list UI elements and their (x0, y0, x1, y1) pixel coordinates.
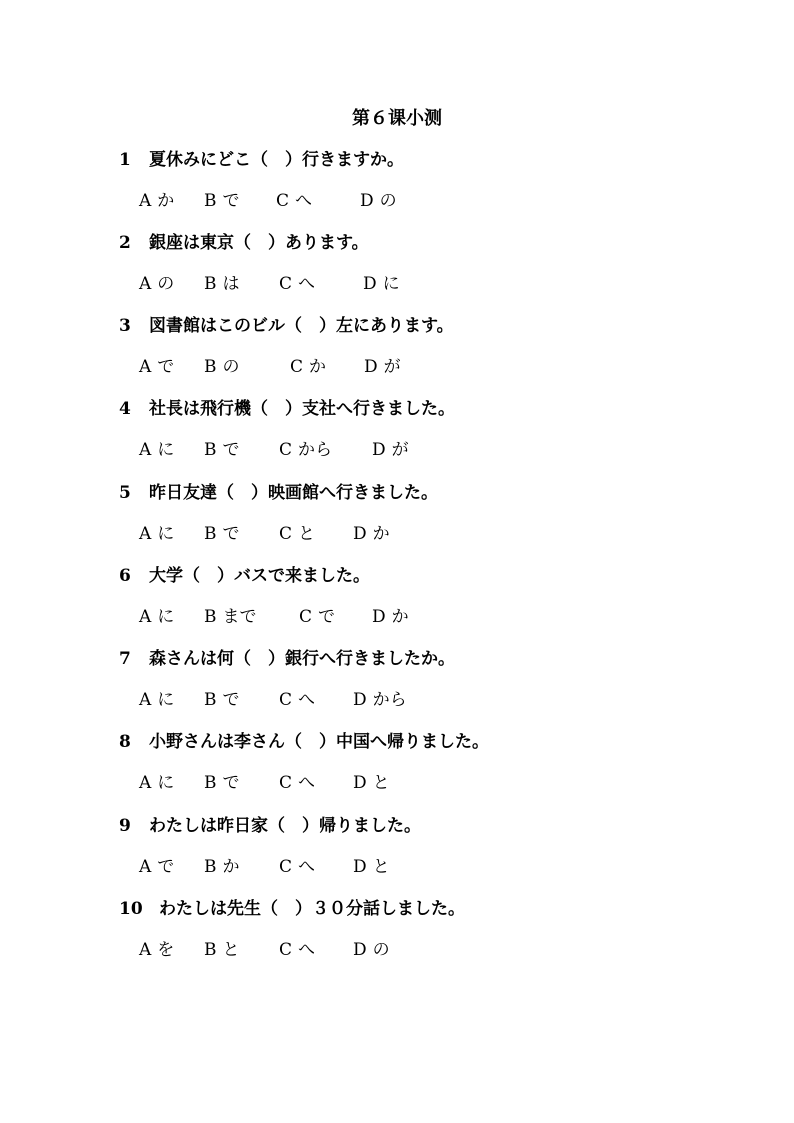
question-line (119, 646, 455, 672)
option-value: で (222, 440, 240, 460)
question-number: 5 (119, 483, 131, 503)
question-2 (0, 230, 794, 320)
option-letter: C (279, 940, 293, 960)
option-value: へ (298, 773, 316, 793)
option-value: の (372, 940, 390, 960)
option-d (353, 521, 390, 547)
option-letter: D (353, 690, 367, 710)
option-value: で (222, 690, 240, 710)
option-letter: A (139, 690, 152, 710)
question-text: 昨日友達（ ）映画館へ行きました。 (149, 483, 438, 503)
option-letter: D (363, 274, 377, 294)
option-letter: D (353, 940, 367, 960)
question-4 (0, 396, 794, 486)
option-letter: D (353, 524, 367, 544)
option-letter: C (290, 357, 304, 377)
option-value: へ (295, 191, 313, 211)
option-a (139, 354, 174, 380)
option-letter: D (353, 773, 367, 793)
options-row (139, 770, 499, 796)
option-value: に (382, 274, 400, 294)
option-a (139, 854, 174, 880)
option-c (276, 188, 312, 214)
option-c (279, 271, 315, 297)
question-line (119, 563, 370, 589)
option-value: で (157, 357, 175, 377)
option-value: か (222, 857, 240, 877)
question-line (119, 813, 421, 839)
option-c (299, 604, 335, 630)
question-10 (0, 896, 794, 986)
option-b (204, 604, 257, 630)
question-number: 6 (119, 566, 131, 586)
option-c (279, 521, 315, 547)
question-text: 図書館はこのビル（ ）左にあります。 (149, 316, 454, 336)
option-d (372, 604, 409, 630)
option-value: が (391, 440, 409, 460)
options-row (139, 521, 499, 547)
option-d (353, 937, 390, 963)
option-value: で (222, 773, 240, 793)
option-letter: A (139, 191, 152, 211)
option-value: か (391, 607, 409, 627)
option-d (353, 854, 390, 880)
question-text: わたしは先生（ ）３０分話しました。 (159, 899, 465, 919)
option-value: か (157, 191, 175, 211)
question-1 (0, 147, 794, 237)
question-text: 銀座は東京（ ）あります。 (149, 233, 369, 253)
question-number: 8 (119, 732, 131, 752)
question-number: 7 (119, 649, 131, 669)
question-text: 大学（ ）バスで来ました。 (149, 566, 370, 586)
option-c (279, 437, 332, 463)
option-letter: B (204, 357, 217, 377)
option-b (204, 437, 240, 463)
question-5 (0, 480, 794, 570)
option-letter: A (139, 274, 152, 294)
option-letter: C (279, 524, 293, 544)
question-number: 4 (119, 399, 131, 419)
question-text: 夏休みにどこ（ ）行きますか。 (149, 150, 404, 170)
option-a (139, 437, 174, 463)
option-value: へ (298, 857, 316, 877)
question-line (119, 729, 489, 755)
options-row (139, 188, 499, 214)
options-row (139, 687, 499, 713)
question-number: 2 (119, 233, 131, 253)
options-row (139, 437, 499, 463)
option-letter: C (279, 773, 293, 793)
option-d (353, 770, 390, 796)
option-letter: B (204, 857, 217, 877)
option-value: か (372, 524, 390, 544)
option-b (204, 521, 240, 547)
option-value: に (157, 773, 175, 793)
option-letter: B (204, 607, 217, 627)
option-value: まで (222, 607, 257, 627)
question-line (119, 230, 369, 256)
option-letter: C (279, 690, 293, 710)
option-a (139, 188, 174, 214)
option-b (204, 937, 240, 963)
option-c (279, 854, 315, 880)
option-letter: A (139, 524, 152, 544)
question-number: 10 (119, 899, 143, 919)
option-value: から (298, 440, 333, 460)
option-letter: D (364, 357, 378, 377)
option-letter: B (204, 773, 217, 793)
question-text: 小野さんは李さん（ ）中国へ帰りました。 (149, 732, 489, 752)
option-letter: C (279, 274, 293, 294)
option-b (204, 271, 240, 297)
option-letter: C (279, 857, 293, 877)
option-value: へ (298, 940, 316, 960)
option-letter: B (204, 191, 217, 211)
question-line (119, 313, 454, 339)
option-letter: B (204, 690, 217, 710)
question-line (119, 147, 404, 173)
option-value: と (372, 773, 390, 793)
option-letter: A (139, 357, 152, 377)
option-b (204, 354, 240, 380)
question-8 (0, 729, 794, 819)
option-value: へ (298, 690, 316, 710)
option-value: の (379, 191, 397, 211)
question-7 (0, 646, 794, 736)
option-value: で (222, 524, 240, 544)
option-letter: B (204, 524, 217, 544)
question-text: わたしは昨日家（ ）帰りました。 (149, 816, 421, 836)
option-a (139, 271, 174, 297)
option-a (139, 604, 174, 630)
option-letter: C (279, 440, 293, 460)
option-a (139, 770, 174, 796)
option-value: の (157, 274, 175, 294)
option-d (372, 437, 409, 463)
question-line (119, 396, 455, 422)
option-letter: D (360, 191, 374, 211)
option-d (363, 271, 400, 297)
question-number: 9 (119, 816, 131, 836)
options-row (139, 271, 499, 297)
question-6 (0, 563, 794, 653)
options-row (139, 354, 499, 380)
option-letter: A (139, 857, 152, 877)
option-value: に (157, 607, 175, 627)
option-d (353, 687, 407, 713)
option-letter: D (372, 607, 386, 627)
option-value: で (318, 607, 336, 627)
option-value: で (222, 191, 240, 211)
option-letter: C (299, 607, 313, 627)
option-a (139, 937, 174, 963)
option-b (204, 188, 240, 214)
option-letter: D (372, 440, 386, 460)
option-value: を (157, 940, 175, 960)
option-c (279, 937, 315, 963)
page-title: 第６课小测 (352, 108, 442, 129)
option-value: で (157, 857, 175, 877)
question-3 (0, 313, 794, 403)
option-letter: A (139, 940, 152, 960)
option-a (139, 687, 174, 713)
option-value: から (372, 690, 407, 710)
option-letter: B (204, 440, 217, 460)
option-b (204, 687, 240, 713)
option-letter: A (139, 607, 152, 627)
question-text: 森さんは何（ ）銀行へ行きましたか。 (149, 649, 455, 669)
option-d (360, 188, 397, 214)
option-letter: D (353, 857, 367, 877)
option-value: は (222, 274, 240, 294)
option-d (364, 354, 401, 380)
option-letter: A (139, 440, 152, 460)
option-value: が (383, 357, 401, 377)
option-value: と (372, 857, 390, 877)
option-letter: A (139, 773, 152, 793)
option-b (204, 854, 240, 880)
option-value: へ (298, 274, 316, 294)
question-text: 社長は飛行機（ ）支社へ行きました。 (149, 399, 455, 419)
question-line (119, 896, 465, 922)
question-9 (0, 813, 794, 903)
option-value: と (298, 524, 316, 544)
option-a (139, 521, 174, 547)
question-number: 3 (119, 316, 131, 336)
option-value: の (222, 357, 240, 377)
question-line (119, 480, 438, 506)
option-value: に (157, 524, 175, 544)
option-c (290, 354, 326, 380)
option-letter: B (204, 274, 217, 294)
option-value: と (222, 940, 240, 960)
options-row (139, 937, 499, 963)
options-row (139, 604, 499, 630)
option-value: に (157, 690, 175, 710)
option-c (279, 687, 315, 713)
option-letter: C (276, 191, 290, 211)
option-value: に (157, 440, 175, 460)
options-row (139, 854, 499, 880)
question-number: 1 (119, 150, 131, 170)
option-b (204, 770, 240, 796)
option-c (279, 770, 315, 796)
option-letter: B (204, 940, 217, 960)
option-value: か (309, 357, 327, 377)
